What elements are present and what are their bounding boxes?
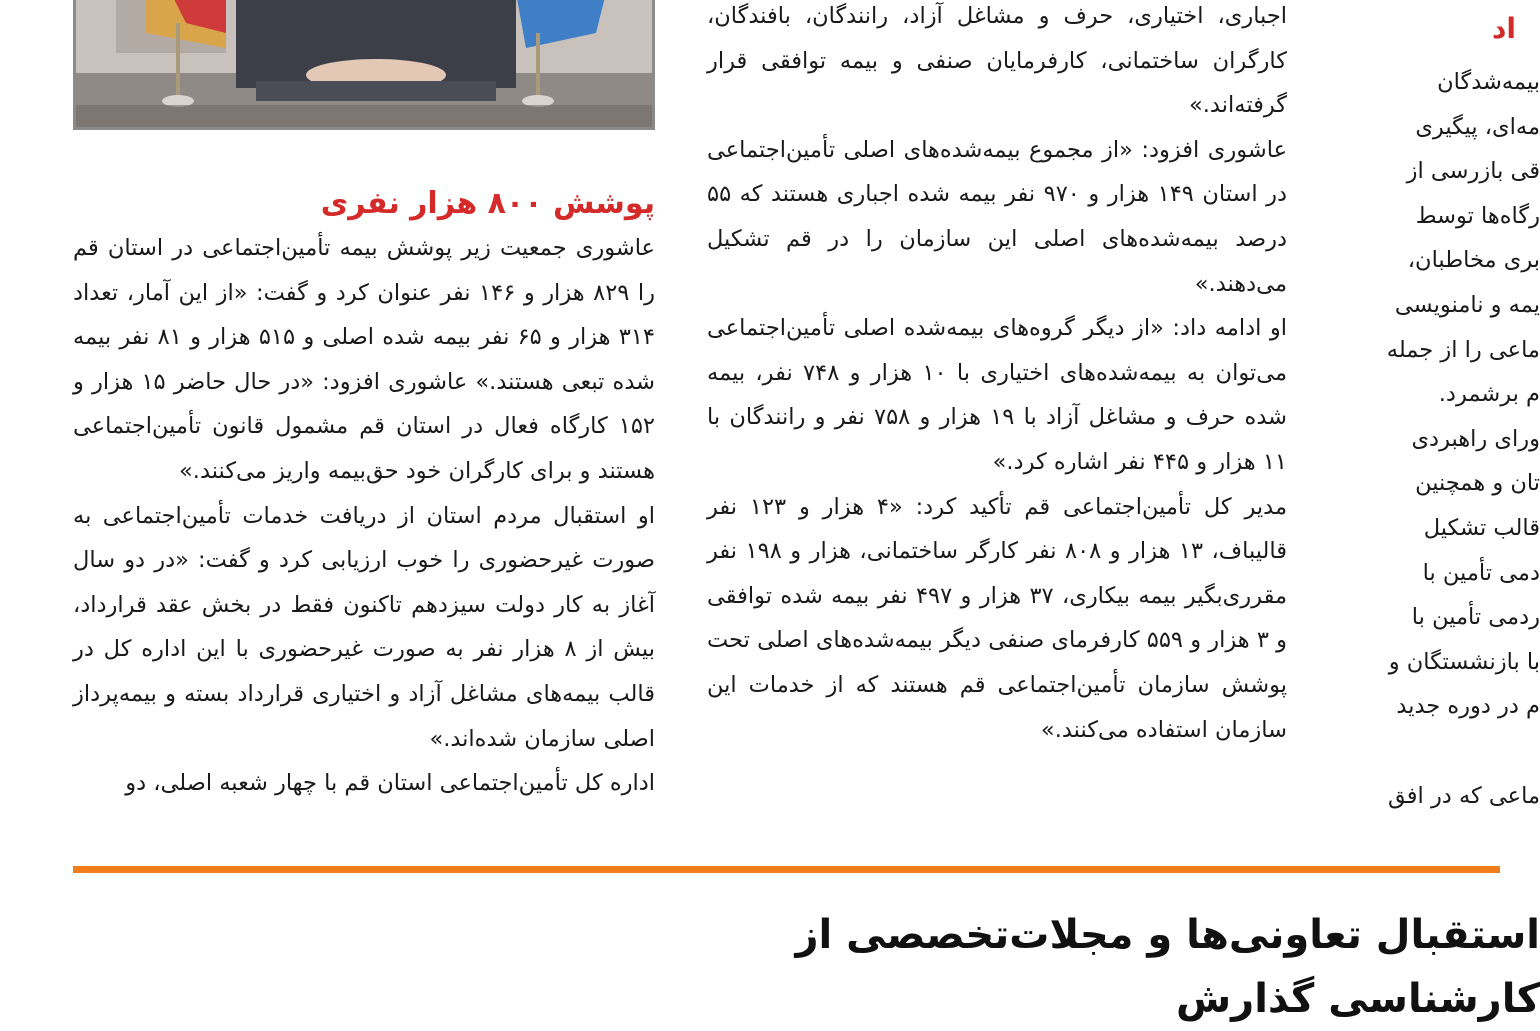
text-line: قالب تشکیل	[1423, 514, 1540, 541]
paragraph: او ادامه داد: «از دیگر گروه‌های بیمه‌شده اصلی تأمین‌اجتماعی می‌توان به بیمه‌شده‌های اختیاری با ۱۰ هزار و ۷۴۸ نفر، بیمه شده حرف و مشاغل آزاد با ۱۹ هزار و ۷۵۸ نفر و رانندگان با ۱۱ هزار و ۴۴۵ نفر اشاره کرد.»	[707, 315, 1288, 475]
right-article-column	[1340, 60, 1540, 818]
text-line: رگاه‌ها توسط	[1415, 202, 1540, 229]
text-line	[1340, 729, 1540, 774]
text-line: مه‌ای، پیگیری	[1415, 113, 1540, 140]
text-line: بری مخاطبان،	[1407, 247, 1540, 274]
text-line: تان و همچنین	[1415, 470, 1540, 497]
section-divider	[73, 866, 1500, 873]
text-line: ورای راهبردی	[1411, 425, 1540, 452]
paragraph: اجباری، اختیاری، حرف و مشاغل آزاد، رانندگان، بافندگان، کارگران ساختمانی، کارفرمایان صنفی و بیمه توافقی قرار گرفته‌اند.»	[707, 3, 1287, 119]
middle-article-column	[707, 0, 1287, 752]
section-heading: پوشش ۸۰۰ هزار نفری	[320, 186, 655, 221]
paragraph: اداره کل تأمین‌اجتماعی استان قم با چهار شعبه اصلی، دو	[125, 770, 655, 797]
text-line: با بازنشستگان و	[1388, 648, 1540, 675]
text-line: یمه و نامنویسی	[1394, 291, 1540, 318]
paragraph: مدیر کل تأمین‌اجتماعی قم تأکید کرد: «۴ هزار و ۱۲۳ نفر قالیباف، ۱۳ هزار و ۸۰۸ نفر کارگر ساختمانی، هزار و ۱۹۸ نفر مقرری‌بگیر بیمه بیکاری، ۳۷ هزار و ۴۹۷ نفر بیمه شده توافقی و ۳ هزار و ۵۵۹ کارفرمای صنفی دیگر بیمه‌شده‌های اصلی تحت پوشش سازمان تأمین‌اجتماعی قم هستند که از خدمات این سازمان استفاده می‌کنند.»	[707, 493, 1288, 743]
text-line: ماعی که در افق	[1388, 782, 1540, 809]
article-photo	[73, 0, 655, 130]
text-line: ردمی تأمین با	[1411, 604, 1540, 631]
paragraph: عاشوری جمعیت زیر پوشش بیمه تأمین‌اجتماعی در استان قم را ۸۲۹ هزار و ۱۴۶ نفر عنوان کرد و گفت: «از این آمار، تعداد ۳۱۴ هزار و ۶۵ نفر بیمه شده اصلی و ۵۱۵ هزار و ۸۱ نفر بیمه شده تبعی هستند.» عاشوری افزود: «در حال حاضر ۱۵ هزار و ۱۵۲ کارگاه فعال در استان قم مشمول قانون تأمین‌اجتماعی هستند و برای کارگران خود حق‌بیمه واریز می‌کنند.»	[73, 235, 656, 484]
text-line: م برشمرد.	[1438, 381, 1540, 408]
left-article-column	[73, 226, 655, 806]
text-line: م در دوره جدید	[1396, 693, 1540, 720]
text-line: دمی تأمین با	[1422, 559, 1540, 586]
right-column-heading-fragment: اد	[1492, 12, 1516, 45]
next-article-headline: استقبال تعاونی‌ها و مجلات‌تخصصی از کارشناسی گذارش	[795, 912, 1540, 1022]
paragraph: عاشوری افزود: «از مجموع بیمه‌شده‌های اصلی تأمین‌اجتماعی در استان ۱۴۹ هزار و ۹۷۰ نفر بیمه شده اجباری هستند که ۵۵ درصد بیمه‌شده‌های اصلی این سازمان را در قم تشکیل می‌دهند.»	[707, 136, 1288, 297]
official-photo-icon	[76, 0, 652, 127]
text-line: قی بازرسی از	[1406, 158, 1540, 185]
text-line: بیمه‌شدگان	[1437, 69, 1540, 95]
paragraph: او استقبال مردم استان از دریافت خدمات تأمین‌اجتماعی به صورت غیرحضوری را خوب ارزیابی کرد و گفت: «در دو سال آغاز به کار دولت سیزدهم تاکنون فقط در بخش عقد قرارداد، بیش از ۸ هزار نفر به صورت غیرحضوری با این اداره کل در قالب بیمه‌های مشاغل آزاد و اختیاری قرارداد بسته و بیمه‌پرداز اصلی سازمان شده‌اند.»	[73, 502, 655, 752]
text-line: ماعی را از جمله	[1386, 336, 1540, 363]
